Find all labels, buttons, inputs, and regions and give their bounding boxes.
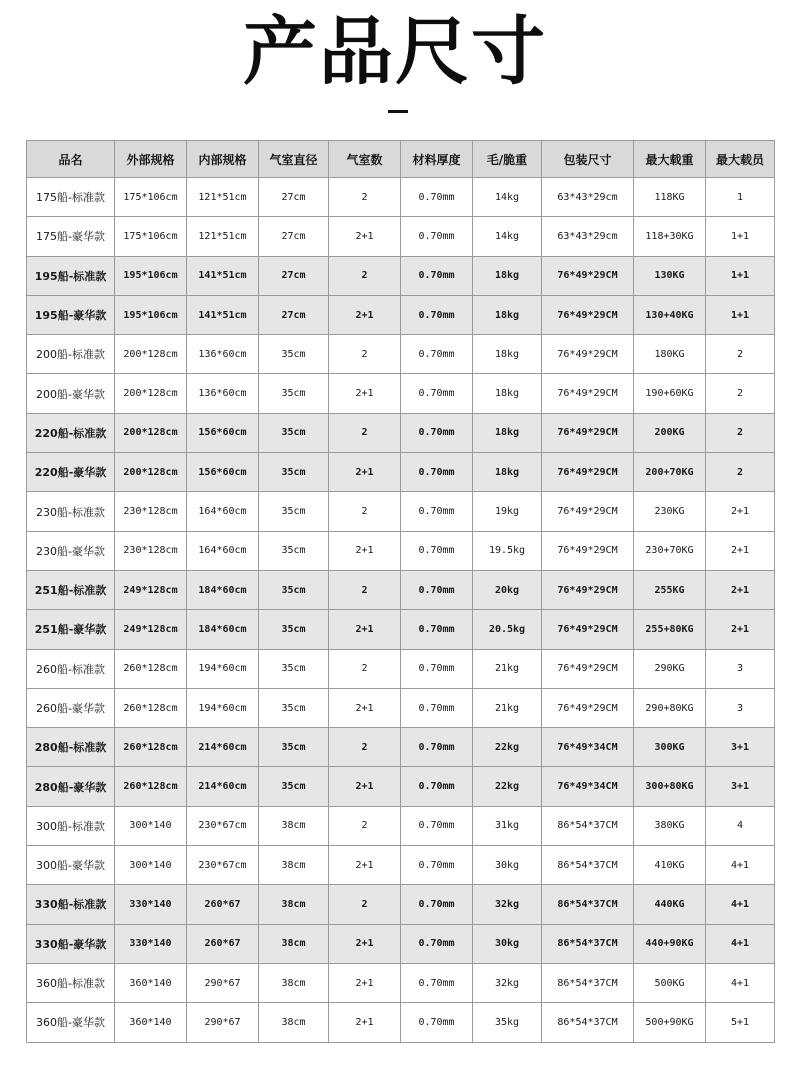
table-cell: 30kg	[473, 846, 542, 885]
table-cell: 195*106cm	[115, 256, 187, 295]
table-cell: 260*128cm	[115, 649, 187, 688]
table-row	[27, 767, 775, 806]
table-cell: 260*128cm	[115, 688, 187, 727]
table-cell: 86*54*37CM	[542, 963, 634, 1002]
table-cell: 2	[329, 806, 401, 845]
table-cell: 2	[706, 413, 775, 452]
table-cell: 380KG	[634, 806, 706, 845]
table-cell: 260*128cm	[115, 728, 187, 767]
table-cell: 121*51cm	[187, 178, 259, 217]
table-cell: 35kg	[473, 1003, 542, 1042]
table-cell: 76*49*34CM	[542, 728, 634, 767]
table-cell: 255+80KG	[634, 610, 706, 649]
table-cell: 249*128cm	[115, 570, 187, 609]
table-cell: 38cm	[259, 806, 329, 845]
table-cell: 2	[329, 649, 401, 688]
product-name-cell: 195船-标准款	[27, 256, 115, 295]
table-cell: 2+1	[329, 767, 401, 806]
product-name-cell: 251船-标准款	[27, 570, 115, 609]
table-cell: 35cm	[259, 688, 329, 727]
table-cell: 136*60cm	[187, 335, 259, 374]
table-cell: 32kg	[473, 963, 542, 1002]
table-cell: 2	[329, 256, 401, 295]
table-cell: 249*128cm	[115, 610, 187, 649]
table-cell: 5+1	[706, 1003, 775, 1042]
table-cell: 195*106cm	[115, 295, 187, 334]
table-cell: 200*128cm	[115, 335, 187, 374]
product-name-cell: 280船-豪华款	[27, 767, 115, 806]
table-cell: 2	[329, 492, 401, 531]
table-cell: 1	[706, 178, 775, 217]
table-row	[27, 846, 775, 885]
table-cell: 200*128cm	[115, 453, 187, 492]
table-cell: 14kg	[473, 178, 542, 217]
table-cell: 2+1	[329, 295, 401, 334]
table-cell: 38cm	[259, 963, 329, 1002]
table-row	[27, 531, 775, 570]
table-row	[27, 728, 775, 767]
product-name-cell: 195船-豪华款	[27, 295, 115, 334]
table-cell: 0.70mm	[401, 924, 473, 963]
table-cell: 500KG	[634, 963, 706, 1002]
table-cell: 290KG	[634, 649, 706, 688]
table-cell: 194*60cm	[187, 649, 259, 688]
table-cell: 4+1	[706, 924, 775, 963]
spec-table	[26, 140, 775, 1043]
product-name-cell: 251船-豪华款	[27, 610, 115, 649]
table-cell: 0.70mm	[401, 531, 473, 570]
table-cell: 175*106cm	[115, 217, 187, 256]
table-cell: 2+1	[329, 924, 401, 963]
table-row	[27, 1003, 775, 1042]
table-row	[27, 217, 775, 256]
table-cell: 360*140	[115, 1003, 187, 1042]
header-cell: 包装尺寸	[542, 141, 634, 178]
table-cell: 4+1	[706, 885, 775, 924]
table-cell: 164*60cm	[187, 492, 259, 531]
table-cell: 260*67	[187, 924, 259, 963]
title-underline	[388, 110, 408, 113]
table-cell: 14kg	[473, 217, 542, 256]
table-cell: 86*54*37CM	[542, 924, 634, 963]
table-cell: 290*67	[187, 963, 259, 1002]
table-cell: 35cm	[259, 728, 329, 767]
product-name-cell: 230船-标准款	[27, 492, 115, 531]
table-cell: 164*60cm	[187, 531, 259, 570]
product-name-cell: 220船-豪华款	[27, 453, 115, 492]
table-row	[27, 256, 775, 295]
table-cell: 35cm	[259, 531, 329, 570]
table-cell: 500+90KG	[634, 1003, 706, 1042]
table-cell: 76*49*29CM	[542, 531, 634, 570]
table-cell: 194*60cm	[187, 688, 259, 727]
table-cell: 35cm	[259, 570, 329, 609]
product-name-cell: 300船-豪华款	[27, 846, 115, 885]
table-cell: 0.70mm	[401, 846, 473, 885]
table-cell: 2+1	[706, 492, 775, 531]
table-cell: 180KG	[634, 335, 706, 374]
table-cell: 0.70mm	[401, 1003, 473, 1042]
table-cell: 214*60cm	[187, 767, 259, 806]
table-cell: 300+80KG	[634, 767, 706, 806]
product-name-cell: 330船-豪华款	[27, 924, 115, 963]
table-cell: 200+70KG	[634, 453, 706, 492]
table-cell: 2	[329, 570, 401, 609]
table-cell: 35cm	[259, 767, 329, 806]
table-cell: 0.70mm	[401, 335, 473, 374]
table-cell: 76*49*29CM	[542, 492, 634, 531]
table-cell: 2	[329, 335, 401, 374]
table-cell: 21kg	[473, 649, 542, 688]
table-cell: 18kg	[473, 295, 542, 334]
table-cell: 2+1	[329, 610, 401, 649]
table-cell: 440KG	[634, 885, 706, 924]
table-cell: 20kg	[473, 570, 542, 609]
table-cell: 156*60cm	[187, 413, 259, 452]
table-cell: 360*140	[115, 963, 187, 1002]
header-cell: 气室数	[329, 141, 401, 178]
table-cell: 18kg	[473, 256, 542, 295]
table-row	[27, 295, 775, 334]
table-cell: 200*128cm	[115, 413, 187, 452]
table-cell: 0.70mm	[401, 374, 473, 413]
table-cell: 63*43*29cm	[542, 217, 634, 256]
table-cell: 18kg	[473, 453, 542, 492]
table-cell: 1+1	[706, 256, 775, 295]
table-cell: 35cm	[259, 374, 329, 413]
table-cell: 4	[706, 806, 775, 845]
product-name-cell: 230船-豪华款	[27, 531, 115, 570]
table-cell: 0.70mm	[401, 963, 473, 1002]
product-name-cell: 175船-豪华款	[27, 217, 115, 256]
table-cell: 0.70mm	[401, 885, 473, 924]
table-row	[27, 806, 775, 845]
table-cell: 19kg	[473, 492, 542, 531]
table-cell: 3+1	[706, 767, 775, 806]
table-cell: 300*140	[115, 806, 187, 845]
table-cell: 260*128cm	[115, 767, 187, 806]
table-cell: 0.70mm	[401, 688, 473, 727]
table-cell: 141*51cm	[187, 256, 259, 295]
table-cell: 230KG	[634, 492, 706, 531]
table-row	[27, 413, 775, 452]
table-cell: 0.70mm	[401, 610, 473, 649]
table-cell: 86*54*37CM	[542, 846, 634, 885]
table-cell: 32kg	[473, 885, 542, 924]
product-name-cell: 280船-标准款	[27, 728, 115, 767]
page-title: 产品尺寸	[243, 9, 547, 95]
table-cell: 35cm	[259, 453, 329, 492]
table-cell: 76*49*29CM	[542, 374, 634, 413]
header-cell: 品名	[27, 141, 115, 178]
table-cell: 2+1	[329, 1003, 401, 1042]
table-cell: 2	[329, 413, 401, 452]
table-cell: 27cm	[259, 178, 329, 217]
table-row	[27, 492, 775, 531]
product-name-cell: 260船-标准款	[27, 649, 115, 688]
table-cell: 0.70mm	[401, 767, 473, 806]
table-cell: 18kg	[473, 413, 542, 452]
table-cell: 190+60KG	[634, 374, 706, 413]
table-cell: 4+1	[706, 846, 775, 885]
table-cell: 38cm	[259, 924, 329, 963]
table-cell: 86*54*37CM	[542, 885, 634, 924]
header-cell: 外部规格	[115, 141, 187, 178]
product-name-cell: 330船-标准款	[27, 885, 115, 924]
table-cell: 230*67cm	[187, 806, 259, 845]
table-cell: 300*140	[115, 846, 187, 885]
table-cell: 4+1	[706, 963, 775, 1002]
table-cell: 330*140	[115, 885, 187, 924]
table-cell: 76*49*29CM	[542, 256, 634, 295]
table-cell: 63*43*29cm	[542, 178, 634, 217]
table-cell: 118KG	[634, 178, 706, 217]
table-cell: 2+1	[329, 217, 401, 256]
table-cell: 0.70mm	[401, 728, 473, 767]
table-cell: 118+30KG	[634, 217, 706, 256]
table-cell: 27cm	[259, 217, 329, 256]
product-name-cell: 220船-标准款	[27, 413, 115, 452]
table-cell: 3	[706, 649, 775, 688]
table-cell: 2	[706, 335, 775, 374]
table-cell: 38cm	[259, 846, 329, 885]
table-cell: 130KG	[634, 256, 706, 295]
table-cell: 121*51cm	[187, 217, 259, 256]
table-cell: 76*49*29CM	[542, 295, 634, 334]
table-cell: 21kg	[473, 688, 542, 727]
table-cell: 22kg	[473, 728, 542, 767]
table-cell: 175*106cm	[115, 178, 187, 217]
table-cell: 0.70mm	[401, 295, 473, 334]
table-cell: 200KG	[634, 413, 706, 452]
table-cell: 0.70mm	[401, 217, 473, 256]
table-cell: 2+1	[329, 688, 401, 727]
table-cell: 2	[706, 374, 775, 413]
table-cell: 141*51cm	[187, 295, 259, 334]
table-cell: 2+1	[329, 374, 401, 413]
product-name-cell: 260船-豪华款	[27, 688, 115, 727]
table-row	[27, 963, 775, 1002]
product-name-cell: 300船-标准款	[27, 806, 115, 845]
table-row	[27, 924, 775, 963]
product-name-cell: 175船-标准款	[27, 178, 115, 217]
table-row	[27, 649, 775, 688]
table-cell: 2+1	[706, 610, 775, 649]
table-cell: 76*49*29CM	[542, 610, 634, 649]
table-cell: 300KG	[634, 728, 706, 767]
table-cell: 0.70mm	[401, 492, 473, 531]
header-cell: 气室直径	[259, 141, 329, 178]
table-cell: 0.70mm	[401, 806, 473, 845]
table-cell: 18kg	[473, 374, 542, 413]
table-cell: 260*67	[187, 885, 259, 924]
table-cell: 76*49*29CM	[542, 688, 634, 727]
table-cell: 19.5kg	[473, 531, 542, 570]
table-header-row	[27, 141, 775, 178]
header-cell: 内部规格	[187, 141, 259, 178]
table-cell: 214*60cm	[187, 728, 259, 767]
table-row	[27, 178, 775, 217]
table-cell: 86*54*37CM	[542, 1003, 634, 1042]
table-cell: 0.70mm	[401, 570, 473, 609]
product-name-cell: 200船-标准款	[27, 335, 115, 374]
header-cell: 最大载重	[634, 141, 706, 178]
table-cell: 27cm	[259, 295, 329, 334]
table-cell: 76*49*29CM	[542, 570, 634, 609]
table-cell: 230*128cm	[115, 531, 187, 570]
table-cell: 130+40KG	[634, 295, 706, 334]
table-cell: 3	[706, 688, 775, 727]
table-cell: 76*49*29CM	[542, 453, 634, 492]
table-row	[27, 885, 775, 924]
product-name-cell: 360船-豪华款	[27, 1003, 115, 1042]
table-cell: 31kg	[473, 806, 542, 845]
product-name-cell: 200船-豪华款	[27, 374, 115, 413]
table-cell: 35cm	[259, 492, 329, 531]
table-cell: 86*54*37CM	[542, 806, 634, 845]
table-cell: 76*49*29CM	[542, 649, 634, 688]
table-cell: 440+90KG	[634, 924, 706, 963]
table-cell: 2+1	[329, 453, 401, 492]
table-cell: 2+1	[329, 531, 401, 570]
table-cell: 255KG	[634, 570, 706, 609]
table-cell: 136*60cm	[187, 374, 259, 413]
table-cell: 156*60cm	[187, 453, 259, 492]
table-cell: 230+70KG	[634, 531, 706, 570]
table-cell: 2	[329, 728, 401, 767]
header-cell: 最大载员	[706, 141, 775, 178]
table-cell: 200*128cm	[115, 374, 187, 413]
table-cell: 410KG	[634, 846, 706, 885]
table-cell: 27cm	[259, 256, 329, 295]
table-cell: 2+1	[329, 846, 401, 885]
table-cell: 2	[329, 885, 401, 924]
table-cell: 38cm	[259, 1003, 329, 1042]
table-cell: 2+1	[706, 531, 775, 570]
table-row	[27, 453, 775, 492]
table-cell: 0.70mm	[401, 453, 473, 492]
table-cell: 0.70mm	[401, 649, 473, 688]
table-cell: 230*128cm	[115, 492, 187, 531]
table-cell: 35cm	[259, 610, 329, 649]
header-cell: 材料厚度	[401, 141, 473, 178]
table-cell: 184*60cm	[187, 610, 259, 649]
table-row	[27, 610, 775, 649]
header-cell: 毛/脆重	[473, 141, 542, 178]
table-cell: 1+1	[706, 295, 775, 334]
table-row	[27, 335, 775, 374]
table-cell: 2	[706, 453, 775, 492]
table-row	[27, 374, 775, 413]
table-cell: 184*60cm	[187, 570, 259, 609]
table-cell: 35cm	[259, 649, 329, 688]
table-cell: 230*67cm	[187, 846, 259, 885]
table-cell: 20.5kg	[473, 610, 542, 649]
table-cell: 2	[329, 178, 401, 217]
table-cell: 76*49*29CM	[542, 413, 634, 452]
table-cell: 3+1	[706, 728, 775, 767]
table-cell: 30kg	[473, 924, 542, 963]
table-cell: 0.70mm	[401, 256, 473, 295]
table-cell: 290*67	[187, 1003, 259, 1042]
table-cell: 18kg	[473, 335, 542, 374]
table-row	[27, 688, 775, 727]
table-cell: 76*49*34CM	[542, 767, 634, 806]
product-name-cell: 360船-标准款	[27, 963, 115, 1002]
table-cell: 0.70mm	[401, 413, 473, 452]
table-cell: 35cm	[259, 335, 329, 374]
table-cell: 35cm	[259, 413, 329, 452]
table-cell: 2+1	[706, 570, 775, 609]
table-cell: 0.70mm	[401, 178, 473, 217]
table-cell: 330*140	[115, 924, 187, 963]
table-cell: 2+1	[329, 963, 401, 1002]
table-cell: 22kg	[473, 767, 542, 806]
table-cell: 290+80KG	[634, 688, 706, 727]
table-cell: 38cm	[259, 885, 329, 924]
table-cell: 76*49*29CM	[542, 335, 634, 374]
table-row	[27, 570, 775, 609]
table-body	[27, 178, 775, 1043]
table-cell: 1+1	[706, 217, 775, 256]
